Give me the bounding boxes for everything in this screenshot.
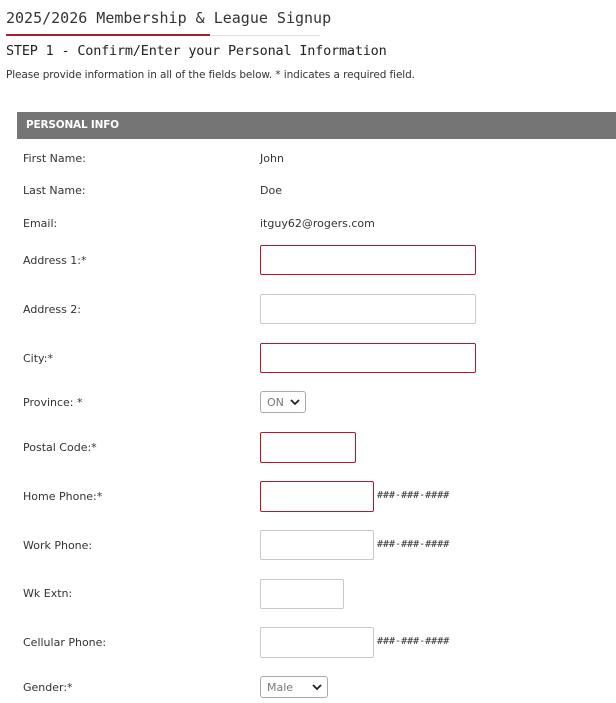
- cell-phone-label: Cellular Phone:: [23, 636, 107, 649]
- section-title: PERSONAL INFO: [26, 119, 119, 131]
- work-phone-input[interactable]: [260, 530, 374, 560]
- title-accent-bar: [6, 34, 210, 36]
- home-phone-format-hint: ###-###-####: [377, 490, 450, 501]
- gender-selected-value: Male: [267, 680, 294, 694]
- first-name-value: John: [260, 152, 284, 165]
- email-value: itguy62@rogers.com: [260, 217, 375, 230]
- address1-label: Address 1:*: [23, 254, 87, 267]
- work-phone-label: Work Phone:: [23, 539, 93, 552]
- address1-input[interactable]: [260, 245, 476, 275]
- address2-label: Address 2:: [23, 303, 82, 316]
- gender-select[interactable]: [260, 676, 328, 698]
- personal-info-header: [17, 112, 616, 139]
- chevron-down-icon: [290, 397, 300, 407]
- chevron-down-icon: [312, 682, 322, 692]
- work-phone-format-hint: ###-###-####: [377, 539, 450, 550]
- cell-phone-input[interactable]: [260, 627, 374, 658]
- city-input[interactable]: [260, 343, 476, 373]
- province-label: Province: *: [23, 396, 83, 409]
- first-name-label: First Name:: [23, 152, 86, 165]
- postal-code-input[interactable]: [260, 432, 356, 463]
- last-name-label: Last Name:: [23, 184, 86, 197]
- home-phone-input[interactable]: [260, 481, 374, 512]
- email-label: Email:: [23, 217, 58, 230]
- last-name-value: Doe: [260, 184, 282, 197]
- required-note: Please provide information in all of the fields below. * indicates a required field.: [6, 69, 415, 81]
- gender-label: Gender:*: [23, 681, 73, 694]
- province-selected-value: ON: [267, 395, 284, 409]
- address2-input[interactable]: [260, 294, 476, 324]
- province-select[interactable]: [260, 391, 306, 413]
- postal-code-label: Postal Code:*: [23, 441, 97, 454]
- home-phone-label: Home Phone:*: [23, 490, 103, 503]
- wk-extn-label: Wk Extn:: [23, 587, 73, 600]
- step-heading: STEP 1 - Confirm/Enter your Personal Information: [6, 43, 387, 59]
- cell-phone-format-hint: ###-###-####: [377, 636, 450, 647]
- city-label: City:*: [23, 352, 53, 365]
- page-title: 2025/2026 Membership & League Signup: [6, 9, 332, 27]
- wk-extn-input[interactable]: [260, 579, 344, 609]
